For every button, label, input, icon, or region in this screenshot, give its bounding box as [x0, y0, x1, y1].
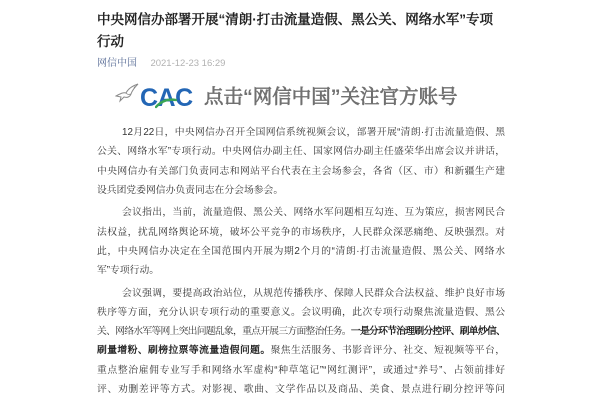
paragraph-line	[97, 181, 505, 200]
paragraph-line	[97, 303, 505, 322]
paragraph-line	[97, 284, 505, 303]
text-segment: 法权益，扰乱网络舆论环境，破坏公平竞争的市场秩序，人民群众深恶痛绝、反映强烈。对	[97, 226, 505, 238]
text-segment: 设兵团党委网信办负责同志在分会场参会。	[97, 184, 284, 196]
paragraph-line	[97, 123, 505, 142]
text-segment: 聚焦生活服务、书影音评分、社交、短视频等平台，	[270, 345, 506, 357]
text-segment: 中央网信办有关部门负责同志和网站平台代表在主会场参会，各省（区、市）和新疆生产建	[97, 165, 505, 177]
publish-time: 2021-12-23 16:29	[150, 58, 226, 69]
text-segment: 此，中央网信办决定在全国范围内开展为期2个月的“清朗·打击流量造假、黑公关、网络水	[97, 245, 505, 257]
article-paragraph	[97, 203, 505, 280]
follow-banner	[112, 80, 482, 114]
bird-sketch-icon	[115, 83, 139, 103]
paragraph-line	[97, 142, 505, 161]
text-segment: 军”专项行动。	[97, 265, 160, 277]
paragraph-line	[97, 322, 505, 341]
text-segment: 秩序等方面，充分认识专项行动的重要意义。会议明确，此次专项行动聚焦流量造假、黑公	[97, 306, 505, 318]
text-segment: 关、网络水军等网上突出问题乱象，重点开展三方面整治任务。	[97, 326, 351, 338]
paragraph-line	[97, 361, 505, 380]
paragraph-line	[97, 380, 505, 399]
text-segment: 会议指出，当前，流量造假、黑公关、网络水军问题相互勾连、互为策应，损害网民合	[122, 207, 505, 219]
follow-account-text: 点击“网信中国”关注官方账号	[204, 86, 458, 108]
paragraph-line	[97, 242, 505, 261]
paragraph-line	[97, 223, 505, 242]
cac-logo-text: CAC	[140, 84, 193, 112]
article-body	[97, 123, 505, 400]
text-segment: 12月22日，中央网信办召开全国网信系统视频会议，部署开展“清朗·打击流量造假、黑	[122, 127, 505, 139]
bold-text-segment: 刷量增粉、刷榜拉票等流量造假问题。	[97, 345, 271, 357]
cac-logo	[140, 85, 196, 111]
paragraph-line	[97, 261, 505, 280]
text-segment: 会议强调，要提高政治站位，从规范传播秩序、保障人民群众合法权益、维护良好市场	[122, 287, 505, 299]
text-segment: 重点整治雇佣专业写手和网络水军虚构“种草笔记”“网红测评”，或通过“养号”、占领前排好	[97, 364, 505, 376]
article-paragraph	[97, 123, 505, 200]
article-title: 中央网信办部署开展“清朗·打击流量造假、黑公关、网络水军”专项行动	[97, 12, 493, 49]
article-paragraph	[97, 284, 505, 400]
paragraph-line	[97, 162, 505, 181]
account-name-link[interactable]: 网信中国	[97, 58, 137, 69]
paragraph-line	[97, 203, 505, 222]
text-segment: 评、劝删差评等方式。对影视、歌曲、文学作品以及商品、美食、景点进行刷分控评等问	[97, 383, 505, 395]
logo-swoosh-icon	[155, 97, 177, 109]
paragraph-line	[97, 341, 505, 360]
text-segment: 公关、网络水军”专项行动。中央网信办副主任、国家网信办副主任盛荣华出席会议并讲话，	[97, 146, 505, 158]
bold-text-segment: 一是分环节治理刷分控评、刷单炒信、	[350, 326, 506, 338]
article-meta	[97, 55, 225, 69]
